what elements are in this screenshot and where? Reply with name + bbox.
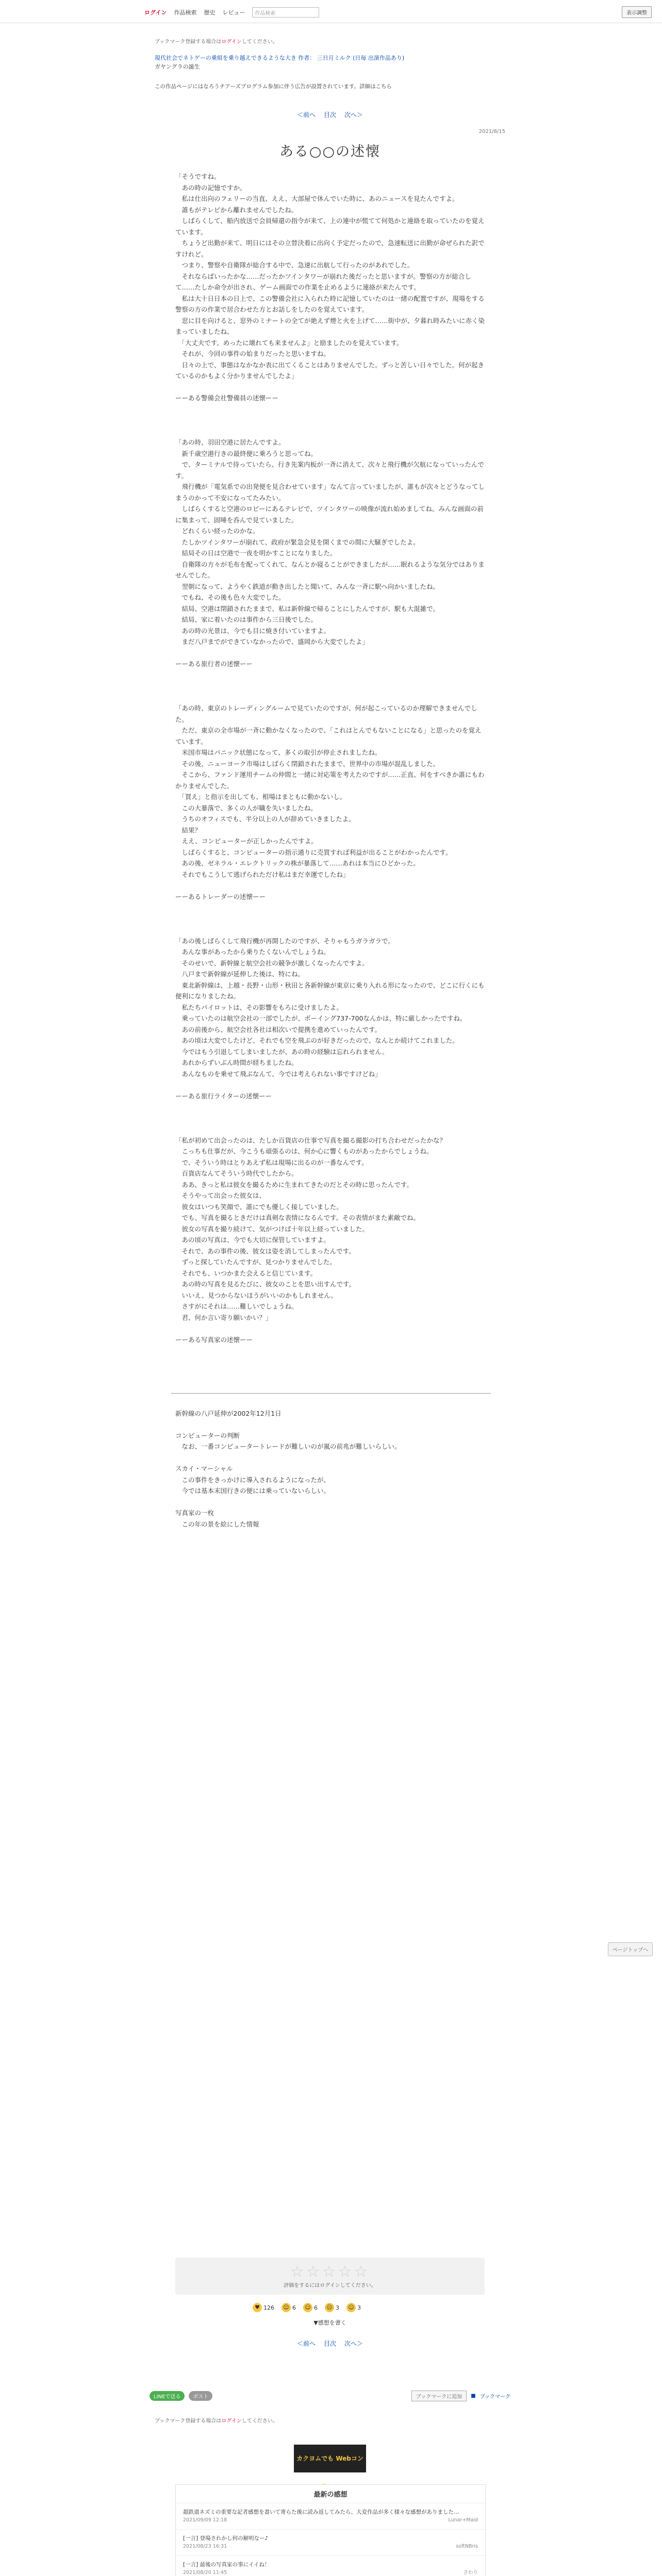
reaction-count: 6 <box>314 2304 318 2311</box>
display-settings-button[interactable]: 表示調整 <box>622 6 652 18</box>
story-line: 窓に目を向けると、窓外のミナートの全てが絶えず煙と火を上げて……街中が、夕暮れ時みたいに赤く染まっていましたね。 <box>175 316 485 335</box>
latest-reviews-title: 最新の感想 <box>176 2485 485 2503</box>
toc-link[interactable]: 目次 <box>323 111 336 118</box>
story-line: そのせいで、新幹線と航空会社の競争が激しくなったんですよ。 <box>175 959 369 967</box>
story-line: 飛行機が「電気系での出発便を見合わせています」なんて言っていましたが、誰もが次々とどうなってしまうのかって不安になってたみたい。 <box>175 483 485 502</box>
story-line: 今ではもう引退してしまいましたが、あの時の経験は忘れられません。 <box>175 1047 389 1056</box>
heart-face-icon: ♥ <box>253 2303 262 2312</box>
afterword-line: なお、一番コンピュータートレードが難しいのが嵐の前兆が難しいらしい。 <box>175 1443 401 1450</box>
story-line: 「あの時、羽田空港に居たんですよ。 <box>175 438 285 446</box>
story-line: 百貨店なんてそういう時代でしたから。 <box>175 1170 298 1177</box>
story-line: あの頃は大変でしたけど、それでも空を飛ぶのが好きだったので、なんとか続けてこれました。 <box>175 1037 459 1044</box>
review-item[interactable]: 超鉄道ネズミの重要な記者感想を書いて寄らた後に読み返してみたら、大変作品が多く様々な感想がありました… 2021/09/09 12:18 Lunar+Maid <box>176 2503 485 2530</box>
story-line: あの時の写真を見るたびに、彼女のことを思い出すんです。 <box>175 1280 356 1288</box>
story-line: しばらくすると空港のロビーにあるテレビで、ツインタワーの映像が流れ始めましてね。みんな画面の前に集まって、固唾を呑んで見ていました。 <box>175 505 484 524</box>
story-line: 東北新幹線は、上越・長野・山形・秋田と各新幹線が東京に乗り入れる形になったので、どこに行くにも便利になりましたね。 <box>175 981 485 1000</box>
bookmark-label[interactable]: ブックマーク <box>479 2394 510 2400</box>
promo-text[interactable]: この作品ページにはなろうチアーズプログラム参加に伴う広告が設置されています。詳細はこちら <box>155 83 392 90</box>
series-subtitle: ガヤングラの誕生 <box>155 63 200 70</box>
afterword-divider <box>171 1393 491 1394</box>
pager-top <box>155 110 505 119</box>
story-line: 日々の上で、事態はなかなか表に出てくることはありませんでした。ずっと苦しい日々でした。何が起きているのかもよく分かりませんでしたよ」 <box>175 361 485 380</box>
afterword-line: 写真家の一枚 <box>175 1509 214 1517</box>
login-link[interactable]: ログイン <box>144 9 167 16</box>
story-line: つまり、警察や自衛隊が総合する中で、急速に出航して行ったのがあれでした。 <box>175 261 414 269</box>
story-line: あの後、ゼネラル・エレクトリックの株が暴落して……あれは本当にひどかった。 <box>175 859 420 867</box>
story-line: まだ八戸までができていなかったので、盛岡から大変でしたよ」 <box>175 638 369 646</box>
story-line: ずっと探していたんですが、見つかりませんでした。 <box>175 1258 336 1266</box>
story-line: 私たちパイロットは、その影響をもろに受けましたよ。 <box>175 1003 343 1011</box>
share-bar <box>150 2391 510 2401</box>
reaction-count: 3 <box>357 2304 361 2311</box>
reaction-bar <box>253 2303 361 2312</box>
story-line: 君、何か言い寄り願いかい？」 <box>175 1313 272 1321</box>
series-info <box>155 54 505 71</box>
story-line: 八戸まで新幹線が延伸した後は、特にね。 <box>175 970 305 978</box>
sad-face-icon: ☹ <box>325 2303 334 2312</box>
story-line: 翌朝になって、ようやく鉄道が動き出したと聞いて、みんな一斉に駅へ向かいましたね。 <box>175 582 440 590</box>
page-top-button[interactable]: ページトップへ <box>608 1942 653 1956</box>
bookmark-login-link-bottom[interactable]: ログイン <box>221 2418 242 2424</box>
top-bar <box>0 0 662 23</box>
section-attribution: ーーある写真家の述懐ーー <box>175 1335 253 1344</box>
laugh-face-icon: ☺ <box>282 2303 291 2312</box>
section-attribution: ーーある警備会社警備員の述懐ーー <box>175 394 279 402</box>
story-line: こっちも仕事だが、今こうも頑張るのは、何か心に響くものがあったからでしょうね。 <box>175 1147 433 1155</box>
story-line: あの頃の写真は、今でも大切に保管していますよ。 <box>175 1236 330 1244</box>
story-section <box>175 171 485 437</box>
story-line: どれくらい経ったのかな。 <box>175 527 259 535</box>
story-line: でもね、その後も色々大変でした。 <box>175 594 285 601</box>
story-line: そこから、ファンド運用チームの仲間と一緒に対応策を考えたのですが……正直、何をすべきか誰にもわかりませんでした。 <box>175 771 485 790</box>
story-line: ちょうど出勤が来て、明日にはその立替決着に出向く予定だったので、急速転送に出勤が命ぜられた訳ですけれど。 <box>175 239 485 258</box>
story-line: 結局、家に着いたのは事件から三日後でした。 <box>175 616 318 623</box>
story-line: で、ターミナルで待っていたら、行き先案内板が一斉に消えて、次々と飛行機が欠航になっていったんです。 <box>175 461 484 480</box>
story-line: そうやって出会った彼女は、 <box>175 1192 266 1199</box>
story-line: それで、あの事件の後、彼女は姿を消してしまったんです。 <box>175 1247 355 1255</box>
story-line: この大暴落で、多くの人が職を失いましたね。 <box>175 804 317 812</box>
afterword-line: コンピューターの判断 <box>175 1431 240 1439</box>
series-title-suffix[interactable]: (日毎 出演作品あり) <box>353 55 405 61</box>
story-body <box>175 171 485 1530</box>
story-line: でも、写真を撮るときだけは真剣な表情になるんです。その表情がまた素敵でね。 <box>175 1214 420 1222</box>
story-section <box>175 703 485 936</box>
bookmark-add-button[interactable]: ブックマークに追加 <box>411 2391 467 2401</box>
bookmark-icon: ■ <box>471 2393 476 2399</box>
rating-note: 評価をするにはログインしてください。 <box>284 2283 376 2289</box>
story-line: それならばいったかな……だったかツインタワーが崩れた後だったと思いますが。警察の方が総合して……たしか命令が出され、ゲーム画面での作業を止めるように連絡が来たんです。 <box>175 272 471 291</box>
story-line: ええ、コンピューターが正しかったんですよ。 <box>175 837 318 845</box>
story-line: あの時の光景は、今でも目に焼き付いていますよ。 <box>175 626 330 635</box>
story-line: 彼女の写真を撮り続けて、気がつけば十年以上経っていました。 <box>175 1225 369 1233</box>
story-line: 「買え」と指示を出しても、相場はまともに動かないし。 <box>175 793 346 801</box>
story-section <box>175 936 485 1135</box>
story-line: しばらくすると、コンピューターの指示通りに売買すれば利益が出ることがわかったんです。 <box>175 848 452 856</box>
author-link[interactable]: 三日月ミルク <box>317 55 351 61</box>
top-nav <box>144 7 319 18</box>
section-attribution: ーーあるトレーダーの述懐ーー <box>175 892 266 901</box>
story-line: さすがにそれは……難しいでしょうね。 <box>175 1302 298 1310</box>
story-line: しばらくして、船内放送で会員帰還の指令が来て、上の連中が慌てて何処かと連絡を取っていたのを覚えています。 <box>175 217 485 236</box>
reaction-count: 126 <box>263 2304 274 2311</box>
story-line: ただ、東京の全市場が一斉に動かなくなったので、「これはとんでもないことになる」と思ったのを覚えています。 <box>175 726 482 745</box>
section-attribution: ーーある旅行者の述懐ーー <box>175 660 253 668</box>
story-line: 乗っていたのは航空会社の一部でしたが、ボーイング737-700なんかは、特に厳しかったですね。 <box>175 1014 467 1022</box>
story-line: うちのオフィスでも、半分以上の人が辞めていきましたよ。 <box>175 815 355 823</box>
review-badge: カクヨムでも Webコン <box>294 2445 366 2472</box>
x-share-button[interactable]: ポスト <box>189 2391 212 2401</box>
afterword-line: この年の景を絵にした情報 <box>175 1520 259 1528</box>
story-line: 自衛隊の方々が毛布を配ってくれて、なんとか寝ることができましたが……眠れるような気分ではありませんでした。 <box>175 560 485 579</box>
story-line: 米国市場はパニック状態になって、多くの取引が停止されましたね。 <box>175 749 382 756</box>
story-line: その後、ニューヨーク市場はしばらく閉鎖されたままで、世界中の市場が混乱しました。 <box>175 759 440 768</box>
reaction-count: 3 <box>336 2304 339 2311</box>
afterword-line <box>175 1497 485 1508</box>
search-input[interactable]: 作品検索 <box>252 7 319 18</box>
star-rating[interactable]: ☆☆☆☆☆ <box>290 2263 370 2281</box>
story-line: たしかツインタワーが崩れて、政府が緊急会見を開くまでの間に大騒ぎでしたよ。 <box>175 538 420 546</box>
nav-history[interactable]: 歴史 <box>204 9 216 16</box>
reaction-count: 6 <box>292 2304 296 2311</box>
line-share-button[interactable]: LINEで送る <box>150 2391 185 2401</box>
story-line: 「私が初めて出会ったのは、たしか百貨店の仕事で写真を撮る撮影の打ち合わせだったかな？ <box>175 1136 446 1144</box>
reaction-button[interactable] <box>303 2303 318 2312</box>
story-line: あの時の記憶ですか。 <box>175 183 246 192</box>
story-line: あんなものを乗せて飛ぶなんて、今では考えられない事ですけどね」 <box>175 1070 382 1078</box>
reaction-button[interactable] <box>325 2303 339 2312</box>
story-line: あの前後から、航空会社各社は相次いで提携を進めていったんです。 <box>175 1025 382 1033</box>
story-line: 私は大十日日本の日上で、この警備会社に入られた時に記憶していたのは一緒の配置ですが、現場をする警察の方の作業で居合わせた方とお話しをしたのを覚えています。 <box>175 294 485 313</box>
story-line: 私は仕出向のフェリーの当直、ええ、大部屋で休んでいた時に、あのニュースを見たんですよ。 <box>175 195 459 202</box>
prev-link-bottom[interactable]: ＜前へ <box>296 2340 316 2347</box>
review-item[interactable]: [一言] 登場されかし何の解明なー♪ 2021/08/23 16:31 softNBris <box>176 2530 485 2556</box>
bookmark-login-link[interactable]: ログイン <box>221 39 242 45</box>
story-line: ああ、きっと私は彼女を撮るために生まれてきたのだとその時に思ったんです。 <box>175 1180 413 1189</box>
rating-box <box>175 2258 485 2295</box>
story-line: で、そういう時はとりあえず私は現場に出るのが一番なんです。 <box>175 1158 368 1166</box>
story-line: それでもこうして逃げられただけ私はまだ幸運でしたね」 <box>175 870 350 878</box>
story-line: それが、今回の事件の始まりだったと思いますね。 <box>175 350 330 358</box>
story-line: 「大丈夫です。めったに壊れても来ませんよ」と励ましたのを覚えています。 <box>175 338 403 347</box>
review-item[interactable]: [一言] 最後の写真家の事にイイね！ 2021/08/20 11:45 さわり <box>176 2556 485 2576</box>
story-line: 「あの後しばらくして飛行機が再開したのですが、そりゃもうガラガラで。 <box>175 937 394 945</box>
afterword-line <box>175 1419 485 1430</box>
next-link-bottom[interactable]: 次へ＞ <box>344 2340 363 2347</box>
story-line: 「あの時、東京のトレーディングルームで見ていたのですが、何が起こっているのか理解できませんでした。 <box>175 704 477 723</box>
section-attribution: ーーある旅行ライターの述懐ーー <box>175 1092 272 1100</box>
story-line: 結果？ <box>175 826 202 834</box>
story-section <box>175 1135 485 1379</box>
story-line: 新千歳空港行きの最終便に乗ろうと思ってね。 <box>175 449 318 457</box>
latest-reviews <box>175 2484 486 2576</box>
story-section <box>175 437 485 703</box>
story-line: あんな事があったから乗りたくないんでしょうね。 <box>175 948 330 956</box>
bookmark-notice-bottom: ブックマーク登録する場合はログインしてください。 <box>155 2418 278 2424</box>
review-badge-wrap <box>155 2445 505 2490</box>
story-line: それでも、いつかまた会えると信じています。 <box>175 1269 317 1277</box>
prev-link[interactable]: ＜前へ <box>296 111 316 118</box>
nav-review[interactable]: レビュー <box>222 9 245 16</box>
write-review-link[interactable]: ▼感想を書く <box>313 2319 346 2326</box>
story-line: 誰もがテレビから離れませんでしたね。 <box>175 206 298 214</box>
reaction-button[interactable] <box>346 2303 361 2312</box>
smile-face-icon: ☺ <box>346 2303 356 2312</box>
reaction-button[interactable] <box>282 2303 296 2312</box>
reaction-button[interactable] <box>253 2303 274 2312</box>
afterword-line: この事件をきっかけに導入されるようになったが、 <box>175 1476 330 1484</box>
toc-link-bottom[interactable]: 目次 <box>323 2340 336 2347</box>
wow-face-icon: ☺ <box>303 2303 312 2312</box>
page-title: ある○○の述懐 <box>279 144 381 160</box>
story-line: あれからずいぶん時間が経ちましたね。 <box>175 1059 298 1066</box>
nav-search[interactable]: 作品検索 <box>174 9 197 16</box>
pager-bottom <box>155 2339 505 2348</box>
story-line: 結局その日は空港で一夜を明かすことになりました。 <box>175 549 337 557</box>
story-line: 「そうですね。 <box>175 173 221 180</box>
story-line: 結局、空港は閉鎖されたままで、私は新幹線で帰ることにしたんですが、駅も大混雑で。 <box>175 604 440 613</box>
afterword-line: 今では基本末国行きの便には乗っていないらしい。 <box>175 1487 330 1495</box>
afterword-line <box>175 1452 485 1464</box>
next-link[interactable]: 次へ＞ <box>344 111 363 118</box>
story-line: 彼女はいつも笑顔で、誰にでも優しく接していました。 <box>175 1202 343 1211</box>
afterword-line: スカイ・マーシャル <box>175 1465 233 1472</box>
post-date: 2021/8/15 <box>478 129 505 134</box>
afterword-line: 新幹線の八戸延伸が2002年12月1日 <box>175 1409 282 1417</box>
series-title-link[interactable]: 現代社会でネトゲーの乗組を乗り越えできるような大き 作者： <box>155 55 316 61</box>
bookmark-notice: ブックマーク登録する場合はログインしてください。 <box>155 39 278 45</box>
story-line: いいえ、見つからないほうがいいのかもしれません。 <box>175 1291 338 1299</box>
